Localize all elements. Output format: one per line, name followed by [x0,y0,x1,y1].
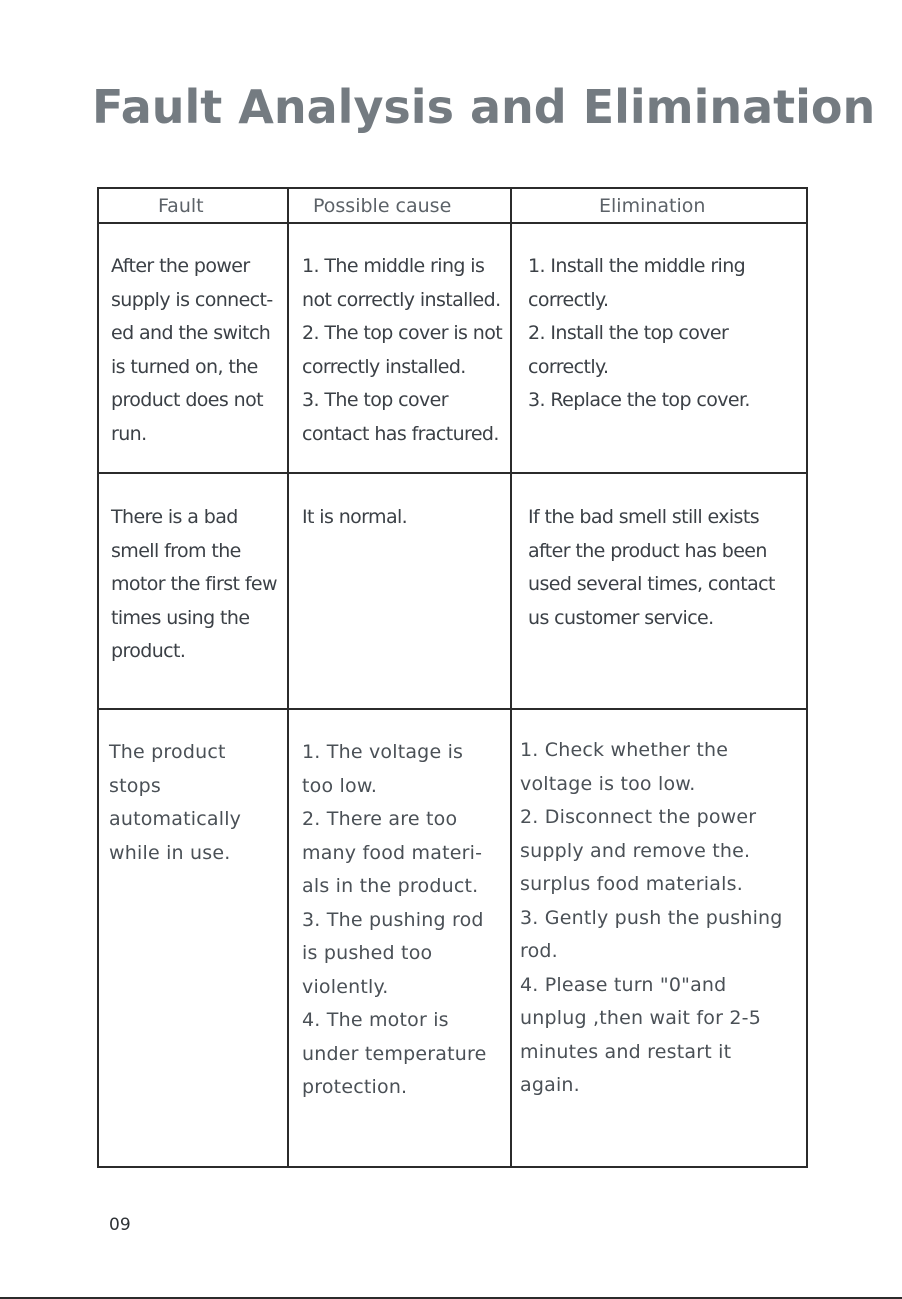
text-line: many food materi- [302,841,483,864]
text-line: us customer service. [528,606,714,629]
text-line: while in use. [109,841,231,864]
row-2-fault [111,501,277,669]
text-line: 3. The pushing rod [302,908,484,931]
text-line: minutes and restart it [520,1040,732,1063]
header-possible-cause: Possible cause [313,195,452,217]
text-line: 1. The middle ring is [302,255,485,277]
text-line: 4. The motor is [302,1009,449,1031]
text-line: voltage is too low. [520,772,696,795]
text-line: not correctly installed. [302,288,501,311]
page-title: Fault Analysis and Elimination [92,80,876,134]
text-line: stops [109,774,161,797]
text-line: It is normal. [302,506,408,528]
fault-table [97,187,808,1168]
text-line: 1. Check whether the [520,739,729,761]
text-line: 2. The top cover is not [302,322,503,344]
header-fault: Fault [158,195,204,217]
row-2-elimination [528,501,775,635]
row-1-cause [302,250,502,451]
text-line: again. [520,1074,580,1096]
text-line: correctly installed. [302,355,466,378]
text-line: smell from the [111,539,241,562]
text-line: 1. Install the middle ring [528,255,746,277]
text-line: There is a bad [111,506,238,528]
text-line: product. [111,640,186,662]
column-divider [287,189,289,1166]
text-line: If the bad smell still exists [528,506,760,528]
text-line: after the product has been [528,539,767,562]
text-line: unplug ,then wait for 2-5 [520,1007,762,1029]
text-line: supply and remove the. [520,839,751,862]
text-line: automatically [109,808,242,830]
row-2-cause [302,501,407,535]
text-line: product does not [111,389,263,411]
row-3-elimination [520,734,783,1103]
text-line: contact has fractured. [302,422,499,445]
header-elimination: Elimination [599,195,706,217]
text-line: 1. The voltage is [302,741,464,763]
text-line: under temperature [302,1042,487,1065]
text-line: correctly. [528,288,609,311]
row-3-cause [302,736,487,1105]
text-line: 3. The top cover [302,389,448,411]
text-line: 3. Gently push the pushing [520,906,783,929]
text-line: correctly. [528,355,609,378]
text-line: ed and the switch [111,322,271,344]
text-line: is turned on, the [111,355,258,378]
column-divider [510,189,512,1166]
text-line: too low. [302,774,378,797]
page-number: 09 [109,1215,131,1235]
text-line: After the power [111,255,250,277]
row-1-elimination [528,250,750,418]
text-line: 2. Disconnect the power [520,806,757,828]
text-line: supply is connect- [111,288,273,311]
row-1-fault [111,250,273,451]
text-line: is pushed too [302,942,433,964]
text-line: rod. [520,940,558,962]
text-line: als in the product. [302,875,479,897]
text-line: run. [111,422,147,445]
text-line: used several times, contact [528,573,775,595]
text-line: 2. There are too [302,808,458,830]
text-line: 3. Replace the top cover. [528,389,750,411]
row-divider [99,472,806,474]
text-line: 4. Please turn "0"and [520,973,727,996]
row-3-fault [109,736,241,870]
text-line: The product [109,741,226,763]
row-divider [99,708,806,710]
text-line: 2. Install the top cover [528,322,729,344]
text-line: motor the first few [111,573,277,595]
text-line: times using the [111,606,250,629]
header-divider [99,222,806,224]
text-line: surplus food materials. [520,873,743,895]
text-line: violently. [302,975,389,998]
text-line: protection. [302,1076,408,1098]
